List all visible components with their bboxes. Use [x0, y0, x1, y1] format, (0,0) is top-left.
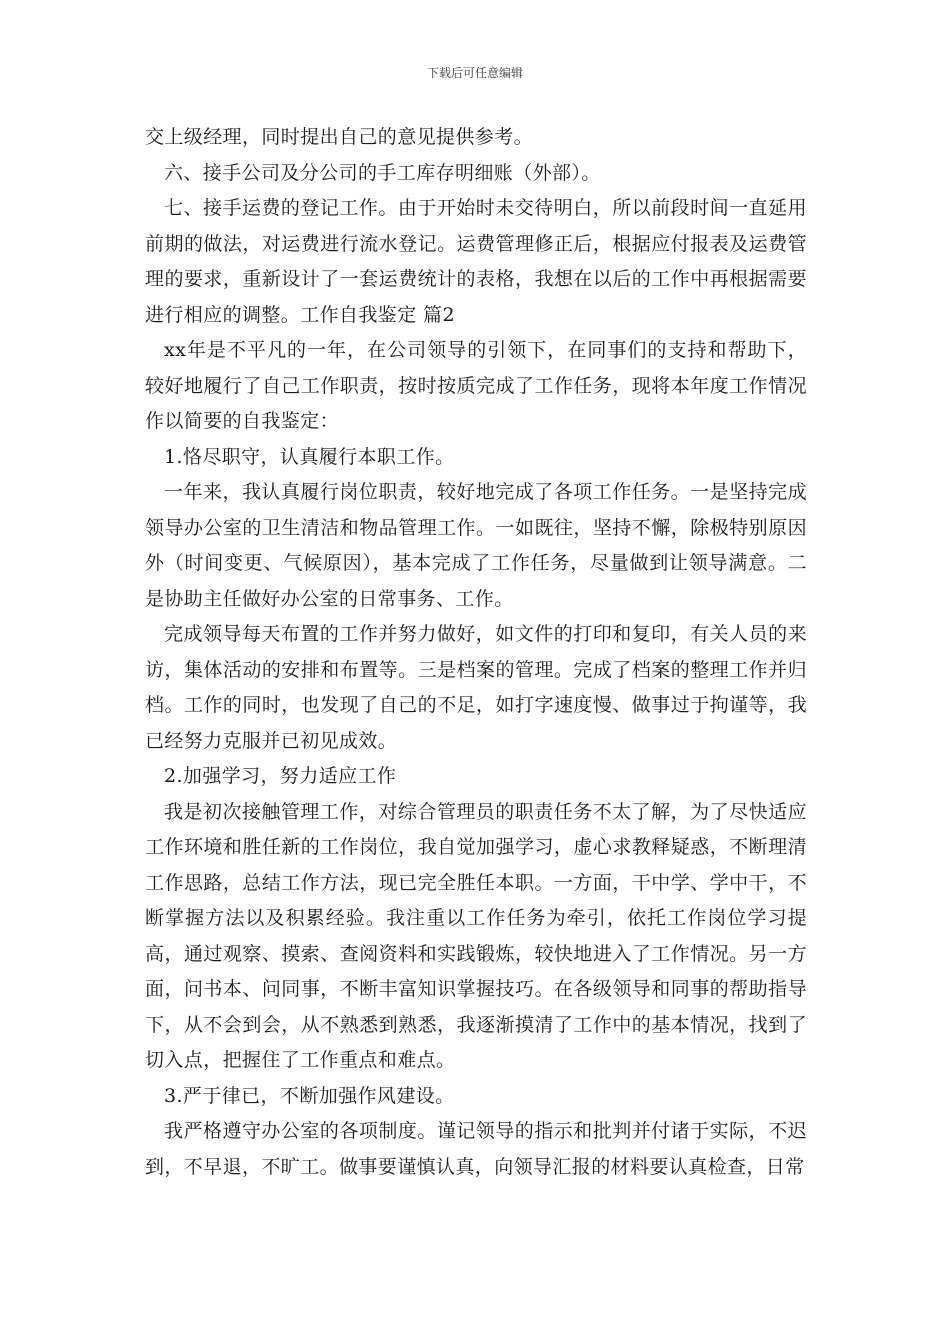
paragraph: 我严格遵守办公室的各项制度。谨记领导的指示和批判并付诸于实际，不迟到，不早退，不旷工。做事要谨慎认真，向领导汇报的材料要认真检查，日常: [145, 1120, 807, 1178]
paragraph: 我是初次接触管理工作，对综合管理员的职责任务不太了解，为了尽快适应工作环境和胜任新的工作岗位，我自觉加强学习，虚心求教释疑惑，不断理清工作思路，总结工作方法，现已完全胜任本职。一方面，干中学、学中干，不断掌握方法以及积累经验。我注重以工作任务为牵引，依托工作岗位学习提高，通过观察、摸索、查阅资料和实践锻炼，较快地进入了工作情况。另一方面，问书本、问同事，不断丰富知识掌握技巧。在各级领导和同事的帮助指导下，从不会到会，从不熟悉到熟悉，我逐渐摸清了工作中的基本情况，找到了切入点，把握住了工作重点和难点。: [145, 800, 807, 1071]
paragraph: 完成领导每天布置的工作并努力做好，如文件的打印和复印，有关人员的来访，集体活动的安排和布置等。三是档案的管理。完成了档案的整理工作并归档。工作的同时，也发现了自己的不足，如打字速度慢、做事过于拘谨等，我已经努力克服并已初见成效。: [145, 623, 807, 752]
document-body: [145, 120, 807, 1185]
paragraph: 一年来，我认真履行岗位职责，较好地完成了各项工作任务。一是坚持完成领导办公室的卫生清洁和物品管理工作。一如既往，坚持不懈，除极特别原因外（时间变更、气候原因），基本完成了工作任务，尽量做到让领导满意。二是协助主任做好办公室的日常事务、工作。: [145, 481, 807, 610]
paragraph: 七、接手运费的登记工作。由于开始时未交待明白，所以前段时间一直延用前期的做法，对运费进行流水登记。运费管理修正后，根据应付报表及运费管理的要求，重新设计了一套运费统计的表格，我想在以后的工作中再根据需要进行相应的调整。工作自我鉴定 篇2: [145, 197, 807, 326]
paragraph: xx年是不平凡的一年，在公司领导的引领下，在同事们的支持和帮助下，较好地履行了自己工作职责，按时按质完成了工作任务，现将本年度工作情况作以简要的自我鉴定：: [145, 339, 807, 432]
section-heading: 2.加强学习，努力适应工作: [164, 765, 397, 787]
page-header-note: 下载后可任意编辑: [426, 66, 523, 80]
paragraph: 六、接手公司及分公司的手工库存明细账（外部）。: [164, 161, 601, 184]
paragraph: 交上级经理，同时提出自己的意见提供参考。: [145, 126, 534, 148]
section-heading: 3.严于律已，不断加强作风建设。: [164, 1084, 455, 1107]
section-heading: 1.恪尽职守，认真履行本职工作。: [164, 445, 455, 468]
